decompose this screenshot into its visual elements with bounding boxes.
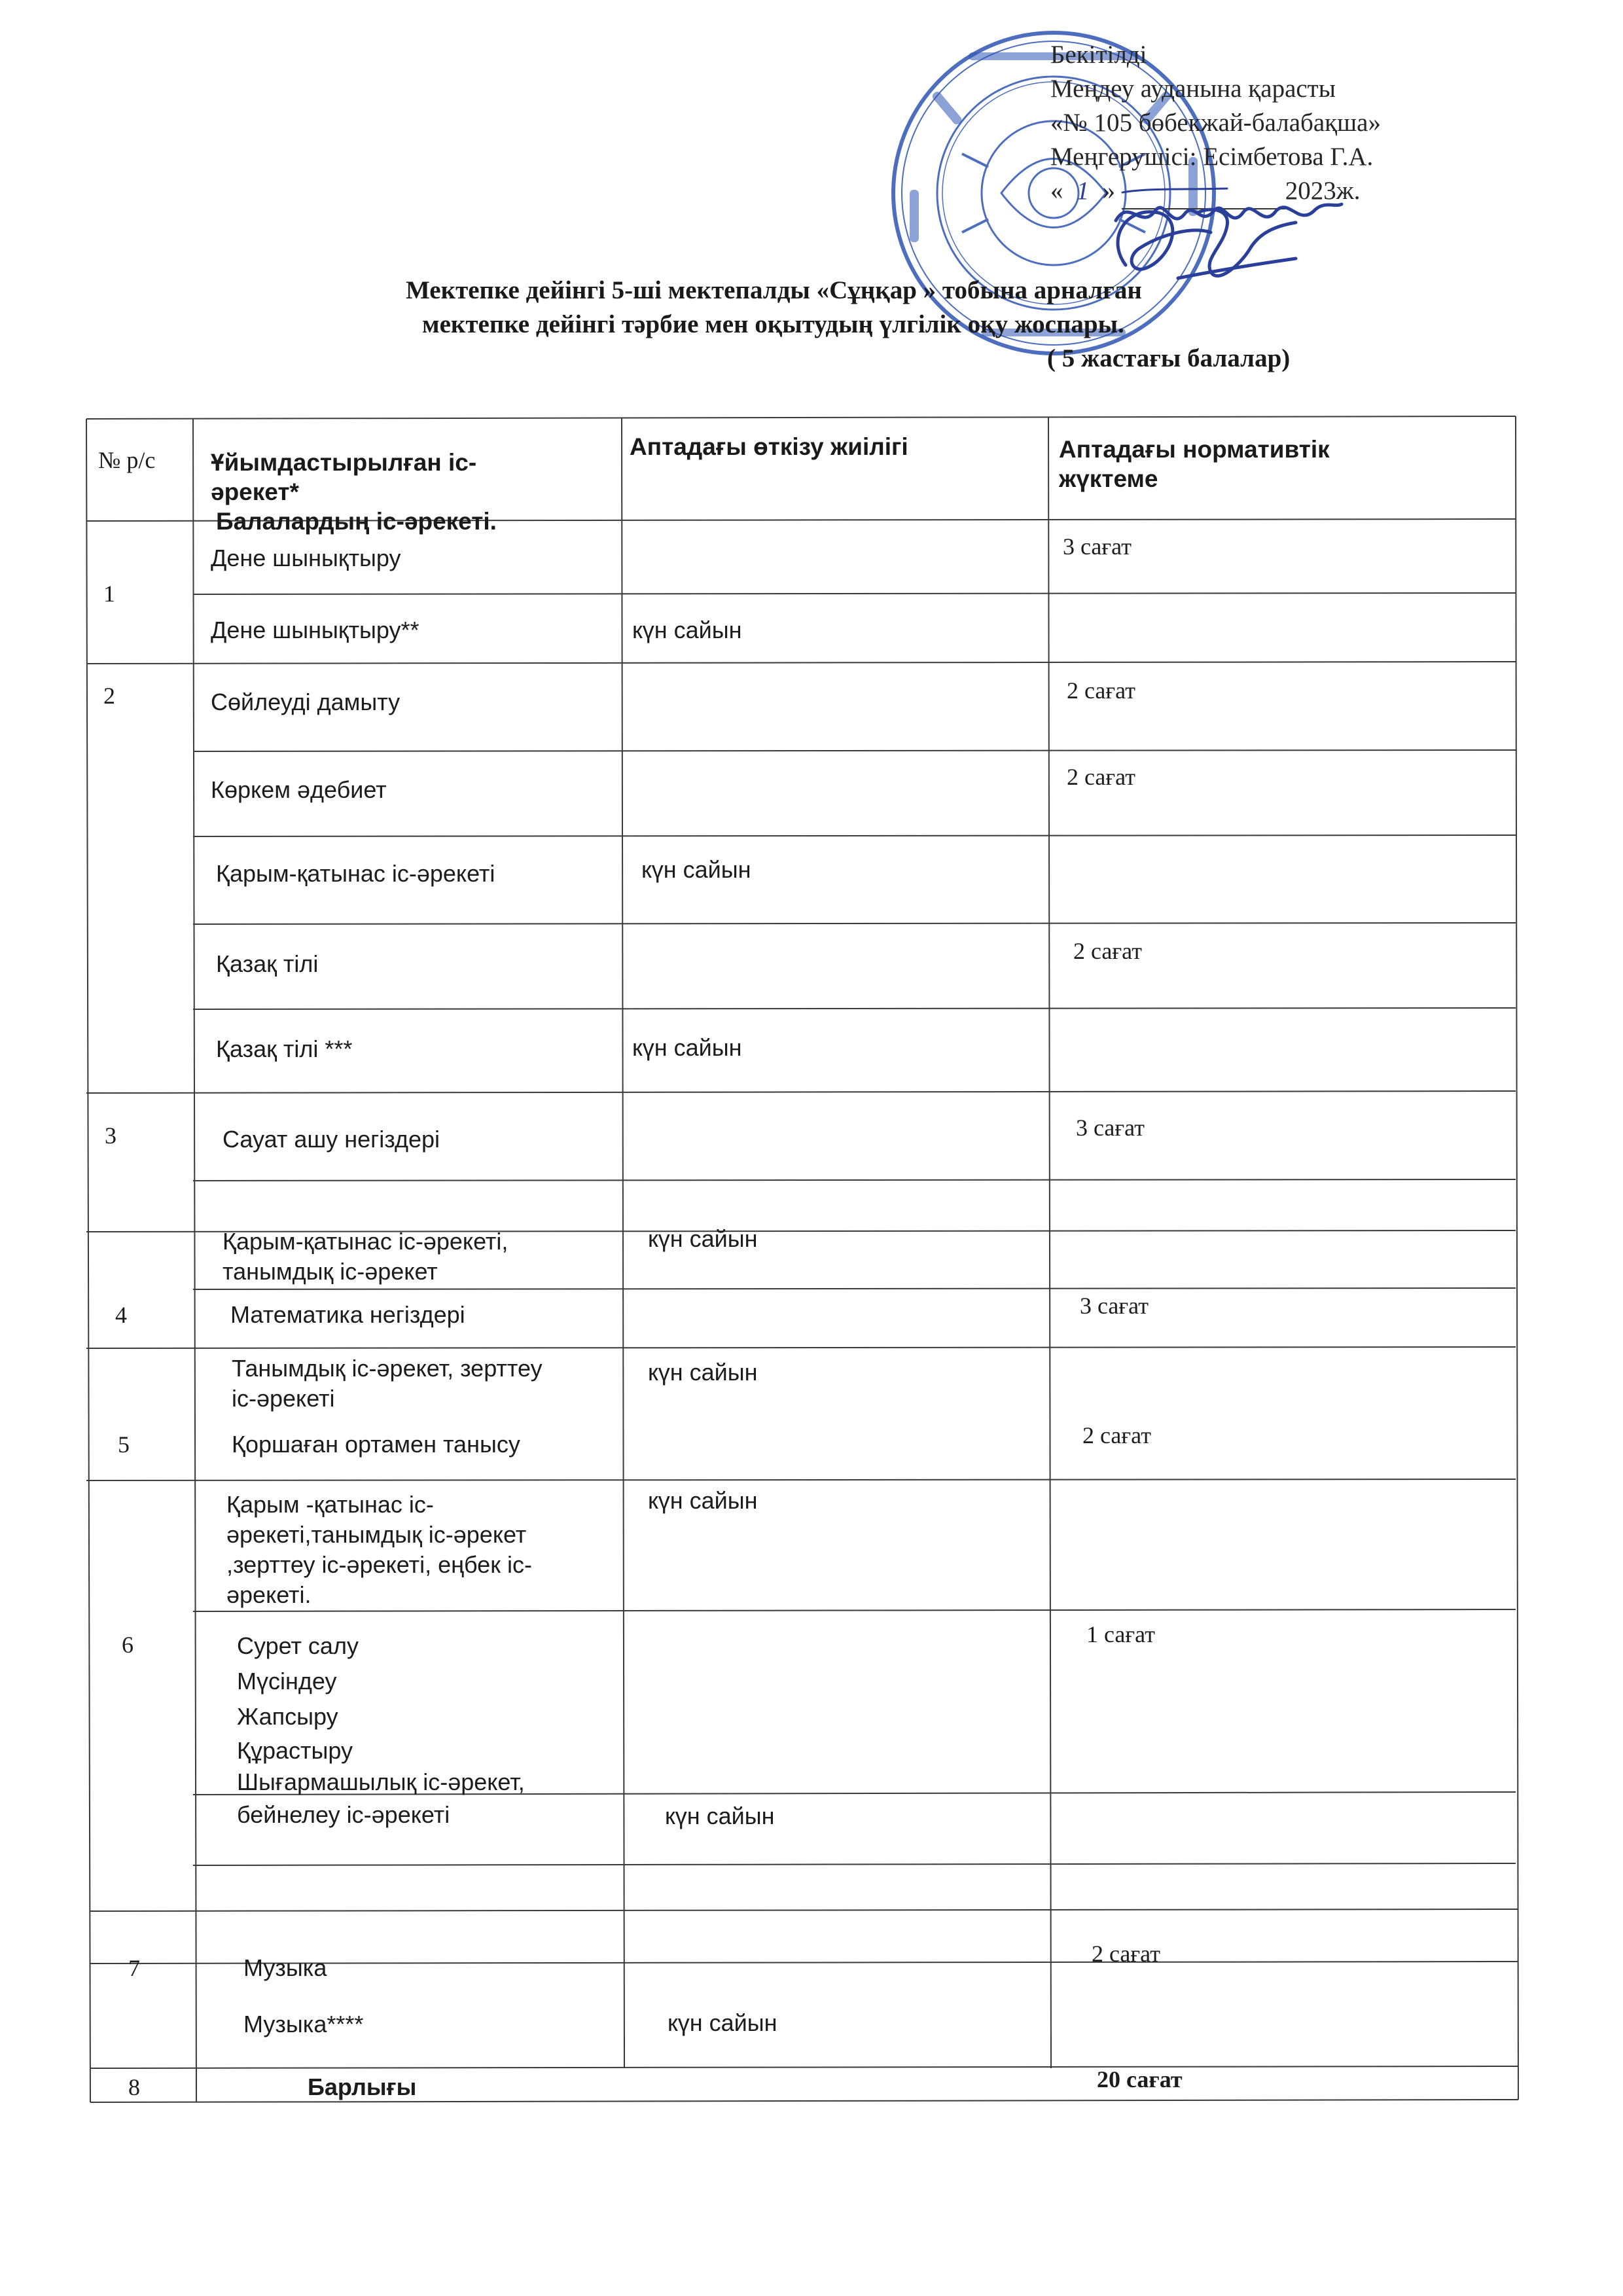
approval-director: Меңгерушісі: Есімбетова Г.А. xyxy=(1050,143,1374,171)
row-num-4: 4 xyxy=(115,1302,127,1328)
row-load-music: 2 сағат xyxy=(1092,1941,1160,1967)
date-open-quote: « xyxy=(1050,177,1063,205)
row-frequency-cognitive-research: күн сайын xyxy=(648,1359,758,1386)
row-activity-environment-detail-1: Қарым -қатынас іс- xyxy=(226,1491,434,1518)
row-activity-environment: Қоршаған ортамен танысу xyxy=(232,1431,520,1458)
row-activity-speech-development: Сөйлеуді дамыту xyxy=(211,689,401,715)
header-num: № р/с xyxy=(98,447,156,473)
row-activity-music: Музыка xyxy=(243,1954,327,1981)
row-num-6: 6 xyxy=(122,1632,134,1658)
row-frequency-kazakh-language-daily: күн сайын xyxy=(632,1034,742,1061)
plan-title-age: ( 5 жастағы балалар) xyxy=(1047,344,1291,372)
row-num-5: 5 xyxy=(118,1431,130,1458)
row-activity-creative-1: Шығармашылық іс-әрекет, xyxy=(237,1768,525,1795)
row-num-7: 7 xyxy=(128,1955,140,1981)
row-activity-physical-education: Дене шынықтыру xyxy=(211,545,401,571)
approval-title: Бекітілді xyxy=(1050,41,1147,69)
row-frequency-environment-detail: күн сайын xyxy=(648,1487,758,1514)
date-close-quote: » xyxy=(1102,177,1115,205)
row-num-2: 2 xyxy=(103,683,115,709)
header-load-line-2: жүктеме xyxy=(1059,465,1158,492)
row-activity-kazakh-language: Қазақ тілі xyxy=(216,950,319,977)
header-frequency: Аптадағы өткізу жиілігі xyxy=(630,433,908,460)
row-frequency-creative: күн сайын xyxy=(665,1803,775,1829)
row-activity-environment-detail-4: әрекеті. xyxy=(226,1581,312,1608)
row-num-1: 1 xyxy=(103,581,115,607)
plan-title-line-2: мектепке дейінгі тәрбие мен оқытудың үлгілік оқу жоспары. xyxy=(422,310,1124,338)
row-load-literature: 2 сағат xyxy=(1067,764,1135,790)
row-activity-total: Барлығы xyxy=(308,2073,417,2100)
row-activity-cognitive-research-1: Танымдық іс-әрекет, зерттеу xyxy=(232,1355,543,1382)
row-load-physical-education: 3 сағат xyxy=(1063,533,1132,560)
row-activity-environment-detail-3: ,зерттеу іс-әрекеті, еңбек іс- xyxy=(226,1551,532,1578)
row-activity-creative-2: бейнелеу іс-әрекеті xyxy=(237,1801,450,1828)
row-load-math: 3 сағат xyxy=(1080,1293,1149,1319)
row-activity-math: Математика негіздері xyxy=(230,1301,465,1328)
row-load-environment: 2 сағат xyxy=(1082,1422,1151,1448)
row-activity-communication-cognitive-1: Қарым-қатынас іс-әрекеті, xyxy=(223,1228,508,1255)
row-activity-communication-cognitive-2: танымдық іс-әрекет xyxy=(223,1258,438,1285)
row-activity-music-daily: Музыка**** xyxy=(243,2011,364,2037)
approval-school: «№ 105 бөбекжай-балабақша» xyxy=(1050,109,1381,137)
row-frequency-communication: күн сайын xyxy=(641,856,751,883)
plan-title-line-1: Мектепке дейінгі 5-ші мектепалды «Сұңқар » тобына арналған xyxy=(406,276,1142,304)
row-num-8: 8 xyxy=(128,2074,140,2100)
date-day: 1 xyxy=(1076,177,1090,205)
row-activity-kazakh-language-daily: Қазақ тілі *** xyxy=(216,1035,353,1062)
row-activity-physical-education-daily: Дене шынықтыру** xyxy=(211,617,419,643)
header-activity-line-2: әрекет* xyxy=(211,478,299,505)
row-activity-constructing: Құрастыру xyxy=(237,1737,353,1764)
row-load-speech-development: 2 сағат xyxy=(1067,677,1135,704)
row-activity-sculpting: Мүсіндеу xyxy=(237,1668,337,1695)
header-load-line-1: Аптадағы нормативтік xyxy=(1059,436,1330,463)
row-load-literacy: 3 сағат xyxy=(1076,1115,1145,1141)
date-year: 2023ж. xyxy=(1285,177,1361,205)
row-activity-literacy: Сауат ашу негіздері xyxy=(223,1126,440,1153)
row-frequency-physical-education-daily: күн сайын xyxy=(632,617,742,643)
row-num-3: 3 xyxy=(105,1122,116,1149)
row-frequency-communication-cognitive: күн сайын xyxy=(648,1225,758,1252)
approval-block xyxy=(1050,38,1381,209)
approval-district: Меңдеу ауданына қарасты xyxy=(1050,75,1336,103)
row-frequency-music-daily: күн сайын xyxy=(668,2009,777,2036)
row-activity-drawing: Сурет салу xyxy=(237,1632,359,1659)
row-load-total: 20 сағат xyxy=(1097,2066,1183,2092)
row-activity-applique: Жапсыру xyxy=(237,1703,338,1730)
header-activity-line-3: Балалардың іс-әрекеті. xyxy=(216,508,497,535)
row-activity-communication: Қарым-қатынас іс-әрекеті xyxy=(216,860,495,887)
row-load-art: 1 сағат xyxy=(1086,1621,1155,1647)
row-load-kazakh-language: 2 сағат xyxy=(1073,938,1142,964)
row-activity-cognitive-research-2: іс-әрекеті xyxy=(232,1385,335,1412)
row-activity-literature: Көркем әдебиет xyxy=(211,776,387,803)
row-activity-environment-detail-2: әрекеті,танымдық іс-әрекет xyxy=(226,1521,527,1548)
header-activity-line-1: Ұйымдастырылған іс- xyxy=(211,449,477,476)
